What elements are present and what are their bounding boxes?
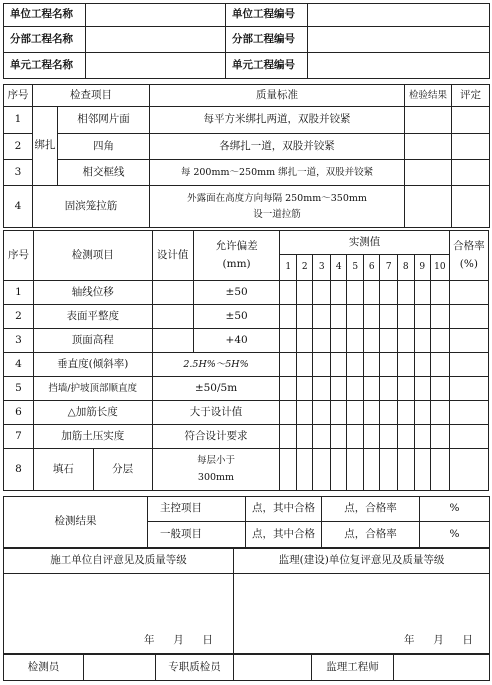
- measure-cell[interactable]: [347, 449, 364, 491]
- measure-cell[interactable]: [431, 281, 450, 305]
- measure-cell[interactable]: [398, 329, 415, 353]
- measure-cell[interactable]: [280, 281, 297, 305]
- insp-col-std: 质量标准: [150, 85, 405, 107]
- main-pct-label: %: [420, 497, 490, 522]
- insp-row-no: 3: [4, 160, 33, 186]
- contractor-date: [144, 634, 233, 647]
- meas-col-pass: [449, 231, 488, 281]
- measure-cell[interactable]: [431, 353, 450, 377]
- measure-cell[interactable]: [414, 353, 431, 377]
- meas-row-tol: 大于设计值: [152, 401, 280, 425]
- meas-row-no: 8: [4, 449, 34, 491]
- measure-cell[interactable]: [313, 281, 331, 305]
- insp-std-line1: 外露面在高度方向每隔 250mm～350mm: [187, 192, 367, 204]
- insp-col-no: 序号: [4, 85, 33, 107]
- pass-rate-cell[interactable]: [449, 449, 488, 491]
- measure-cell[interactable]: [363, 353, 380, 377]
- measure-cell[interactable]: [414, 281, 431, 305]
- binding-group-label: 绑扎: [33, 107, 58, 186]
- meas-col-measured: 实测值: [280, 231, 449, 255]
- measure-cell[interactable]: [347, 377, 364, 401]
- insp-row-std: [150, 186, 405, 228]
- engineer-sign-field[interactable]: [394, 655, 490, 681]
- insp-row-item: 四角: [58, 134, 150, 160]
- measure-cell[interactable]: [330, 281, 347, 305]
- insp-row-std: 每 200mm～250mm 绑扎一道，双股并铰紧: [150, 160, 405, 186]
- main-pts-label: 点，其中合格: [246, 497, 322, 522]
- measure-cell[interactable]: [313, 425, 331, 449]
- contractor-opinion-area[interactable]: [4, 574, 234, 654]
- results-label: 检测结果: [4, 497, 148, 548]
- measure-cell[interactable]: [330, 401, 347, 425]
- elem-name-label: 单元工程名称: [4, 53, 86, 79]
- meas-row: [4, 449, 489, 491]
- pass-rate-cell[interactable]: [449, 425, 488, 449]
- pass-header-line1: 合格率: [453, 240, 485, 253]
- measure-cell[interactable]: [414, 401, 431, 425]
- design-value-cell[interactable]: [152, 305, 193, 329]
- meas-row-no: 4: [4, 353, 34, 377]
- measure-cell[interactable]: [296, 377, 313, 401]
- measure-cell[interactable]: [398, 425, 415, 449]
- month-label: 月: [173, 633, 184, 646]
- measure-index: 6: [363, 255, 380, 281]
- meas-row-tol: ±50/5m: [152, 377, 280, 401]
- measure-cell[interactable]: [347, 401, 364, 425]
- insp-row-no: 1: [4, 107, 33, 134]
- measure-cell[interactable]: [280, 329, 297, 353]
- row8-tol-line2: 300mm: [197, 472, 235, 483]
- measure-cell[interactable]: [380, 353, 398, 377]
- measure-index: 3: [313, 255, 331, 281]
- meas-row: [4, 377, 489, 401]
- measure-cell[interactable]: [296, 353, 313, 377]
- meas-row: [4, 353, 489, 377]
- insp-row-result[interactable]: [405, 107, 452, 134]
- sub-name-label: 分部工程名称: [4, 27, 86, 53]
- measure-cell[interactable]: [363, 305, 380, 329]
- insp-col-result: 检验结果: [405, 85, 452, 107]
- measure-cell[interactable]: [380, 281, 398, 305]
- measure-cell[interactable]: [363, 329, 380, 353]
- measure-cell[interactable]: [347, 353, 364, 377]
- meas-row-item: 顶面高程: [33, 329, 152, 353]
- general-pct-label: %: [420, 522, 490, 548]
- measure-cell[interactable]: [296, 281, 313, 305]
- footer-table: [3, 654, 490, 681]
- inspector-sign-field[interactable]: [84, 655, 156, 681]
- measure-cell[interactable]: [347, 329, 364, 353]
- meas-row-item: 挡墙/护坡顶部顺直度: [33, 377, 152, 401]
- month-label: 月: [433, 633, 444, 646]
- meas-row-item: 轴线位移: [33, 281, 152, 305]
- measure-cell[interactable]: [398, 377, 415, 401]
- meas-row: [4, 281, 489, 305]
- pass-rate-cell[interactable]: [449, 281, 488, 305]
- insp-row-rating[interactable]: [452, 134, 490, 160]
- measure-cell[interactable]: [398, 353, 415, 377]
- insp-row-result[interactable]: [405, 160, 452, 186]
- measure-cell[interactable]: [431, 377, 450, 401]
- meas-row: [4, 305, 489, 329]
- measure-index: 10: [431, 255, 450, 281]
- meas-row: [4, 401, 489, 425]
- meas-row-item: 加筋土压实度: [33, 425, 152, 449]
- meas-col-item: 检测项目: [33, 231, 152, 281]
- measure-cell[interactable]: [347, 425, 364, 449]
- measure-cell[interactable]: [363, 377, 380, 401]
- unit-name-label: 单位工程名称: [4, 4, 86, 27]
- supervisor-opinion-header: 监理(建设)单位复评意见及质量等级: [234, 549, 490, 574]
- measure-cell[interactable]: [313, 353, 331, 377]
- meas-row-tol: [152, 449, 280, 491]
- results-table: [3, 496, 490, 548]
- general-pts-label: 点，其中合格: [246, 522, 322, 548]
- inspector-label: 检测员: [4, 655, 84, 681]
- pass-rate-cell[interactable]: [449, 329, 488, 353]
- insp-row-rating[interactable]: [452, 186, 490, 228]
- measure-cell[interactable]: [280, 425, 297, 449]
- meas-col-no: 序号: [4, 231, 34, 281]
- measure-cell[interactable]: [330, 425, 347, 449]
- meas-row: [4, 425, 489, 449]
- measure-cell[interactable]: [280, 401, 297, 425]
- measure-index: 4: [330, 255, 347, 281]
- measure-cell[interactable]: [398, 305, 415, 329]
- design-value-cell[interactable]: [152, 281, 193, 305]
- measure-cell[interactable]: [380, 305, 398, 329]
- measure-cell[interactable]: [313, 401, 331, 425]
- measure-cell[interactable]: [296, 425, 313, 449]
- measure-cell[interactable]: [313, 449, 331, 491]
- sub-code-field[interactable]: [308, 27, 490, 53]
- insp-row-rating[interactable]: [452, 107, 490, 134]
- measure-cell[interactable]: [296, 329, 313, 353]
- measure-cell[interactable]: [313, 377, 331, 401]
- meas-row-no: 1: [4, 281, 34, 305]
- measure-cell[interactable]: [363, 401, 380, 425]
- insp-row-std: 各绑扎一道，双股并铰紧: [150, 134, 405, 160]
- supervisor-opinion-area[interactable]: [234, 574, 490, 654]
- year-label: 年: [404, 633, 415, 646]
- meas-row-no: 7: [4, 425, 34, 449]
- measure-cell[interactable]: [398, 449, 415, 491]
- measure-cell[interactable]: [330, 449, 347, 491]
- measure-cell[interactable]: [380, 377, 398, 401]
- meas-row-item: 表面平整度: [33, 305, 152, 329]
- measure-cell[interactable]: [313, 329, 331, 353]
- inspection-table: [3, 84, 490, 228]
- measure-cell[interactable]: [380, 329, 398, 353]
- measure-cell[interactable]: [280, 353, 297, 377]
- meas-col-tolerance: [193, 231, 280, 281]
- meas-row-tol: ±50: [193, 281, 280, 305]
- measure-cell[interactable]: [280, 377, 297, 401]
- measure-cell[interactable]: [414, 329, 431, 353]
- measurement-table: [3, 230, 489, 491]
- meas-row-item: 垂直度(倾斜率): [33, 353, 152, 377]
- insp-std-line2: 设一道拉筋: [253, 208, 301, 220]
- measure-cell[interactable]: [363, 449, 380, 491]
- insp-row-std: 每平方米绑扎两道，双股并铰紧: [150, 107, 405, 134]
- measure-index: 9: [414, 255, 431, 281]
- insp-row-no: 4: [4, 186, 33, 228]
- header-table: [3, 3, 490, 79]
- measure-cell[interactable]: [398, 281, 415, 305]
- pass-rate-cell[interactable]: [449, 305, 488, 329]
- measure-cell[interactable]: [330, 329, 347, 353]
- unit-code-field[interactable]: [308, 4, 490, 27]
- meas-row-item: 填石: [33, 449, 93, 491]
- pass-rate-cell[interactable]: [449, 401, 488, 425]
- meas-row-tol: 2.5H%～5H%: [152, 353, 280, 377]
- measure-cell[interactable]: [414, 305, 431, 329]
- measure-cell[interactable]: [280, 305, 297, 329]
- measure-cell[interactable]: [347, 281, 364, 305]
- measure-cell[interactable]: [280, 449, 297, 491]
- measure-cell[interactable]: [296, 401, 313, 425]
- main-rate-label: 点，合格率: [322, 497, 420, 522]
- insp-row-item: 固滨笼拉筋: [33, 186, 150, 228]
- measure-cell[interactable]: [431, 305, 450, 329]
- measure-cell[interactable]: [380, 401, 398, 425]
- opinions-table: [3, 548, 490, 654]
- measure-cell[interactable]: [296, 449, 313, 491]
- day-label: 日: [462, 633, 473, 646]
- meas-row-tol: ±50: [193, 305, 280, 329]
- elem-name-field[interactable]: [86, 53, 226, 79]
- measure-cell[interactable]: [296, 305, 313, 329]
- meas-row-tol: 符合设计要求: [152, 425, 280, 449]
- meas-row: [4, 329, 489, 353]
- meas-row-no: 5: [4, 377, 34, 401]
- measure-cell[interactable]: [414, 377, 431, 401]
- measure-cell[interactable]: [431, 449, 450, 491]
- day-label: 日: [202, 633, 213, 646]
- measure-cell[interactable]: [330, 305, 347, 329]
- meas-col-design: 设计值: [152, 231, 193, 281]
- meas-row-tol: +40: [193, 329, 280, 353]
- contractor-opinion-header: 施工单位自评意见及质量等级: [4, 549, 234, 574]
- unit-name-field[interactable]: [86, 4, 226, 27]
- meas-row-subitem: 分层: [93, 449, 152, 491]
- measure-index: 2: [296, 255, 313, 281]
- pass-header-line2: (%): [459, 257, 478, 270]
- engineer-label: 监理工程师: [312, 655, 394, 681]
- sub-name-field[interactable]: [86, 27, 226, 53]
- measure-cell[interactable]: [414, 425, 431, 449]
- elem-code-field[interactable]: [308, 53, 490, 79]
- insp-row-rating[interactable]: [452, 160, 490, 186]
- measure-cell[interactable]: [330, 377, 347, 401]
- meas-row-no: 3: [4, 329, 34, 353]
- meas-row-no: 2: [4, 305, 34, 329]
- measure-cell[interactable]: [380, 449, 398, 491]
- meas-row-no: 6: [4, 401, 34, 425]
- measure-cell[interactable]: [363, 281, 380, 305]
- meas-row-item: △加筋长度: [33, 401, 152, 425]
- qc-label: 专职质检员: [156, 655, 234, 681]
- measure-cell[interactable]: [431, 425, 450, 449]
- measure-cell[interactable]: [431, 401, 450, 425]
- measure-cell[interactable]: [363, 425, 380, 449]
- pass-rate-cell[interactable]: [449, 353, 488, 377]
- main-items-label: 主控项目: [148, 497, 246, 522]
- measure-cell[interactable]: [398, 401, 415, 425]
- insp-row-result[interactable]: [405, 134, 452, 160]
- measure-cell[interactable]: [347, 305, 364, 329]
- general-items-label: 一般项目: [148, 522, 246, 548]
- insp-row-no: 2: [4, 134, 33, 160]
- supervisor-date: [404, 634, 489, 647]
- unit-code-label: 单位工程编号: [226, 4, 308, 27]
- measure-cell[interactable]: [380, 425, 398, 449]
- measure-cell[interactable]: [330, 353, 347, 377]
- measure-index: 8: [398, 255, 415, 281]
- pass-rate-cell[interactable]: [449, 377, 488, 401]
- tol-header-line2: (mm): [222, 257, 251, 270]
- row8-tol-line1: 每层小于: [196, 455, 235, 467]
- design-value-cell[interactable]: [152, 329, 193, 353]
- general-rate-label: 点，合格率: [322, 522, 420, 548]
- tol-header-line1: 允许偏差: [215, 240, 258, 253]
- qc-sign-field[interactable]: [234, 655, 312, 681]
- elem-code-label: 单元工程编号: [226, 53, 308, 79]
- insp-row-item: 相交框线: [58, 160, 150, 186]
- measure-cell[interactable]: [431, 329, 450, 353]
- insp-col-rating: 评定: [452, 85, 490, 107]
- year-label: 年: [144, 633, 155, 646]
- measure-cell[interactable]: [313, 305, 331, 329]
- measure-index: 5: [347, 255, 364, 281]
- insp-col-item: 检查项目: [33, 85, 150, 107]
- measure-index: 7: [380, 255, 398, 281]
- measure-index: 1: [280, 255, 297, 281]
- measure-cell[interactable]: [414, 449, 431, 491]
- insp-row-result[interactable]: [405, 186, 452, 228]
- sub-code-label: 分部工程编号: [226, 27, 308, 53]
- insp-row-item: 相邻网片面: [58, 107, 150, 134]
